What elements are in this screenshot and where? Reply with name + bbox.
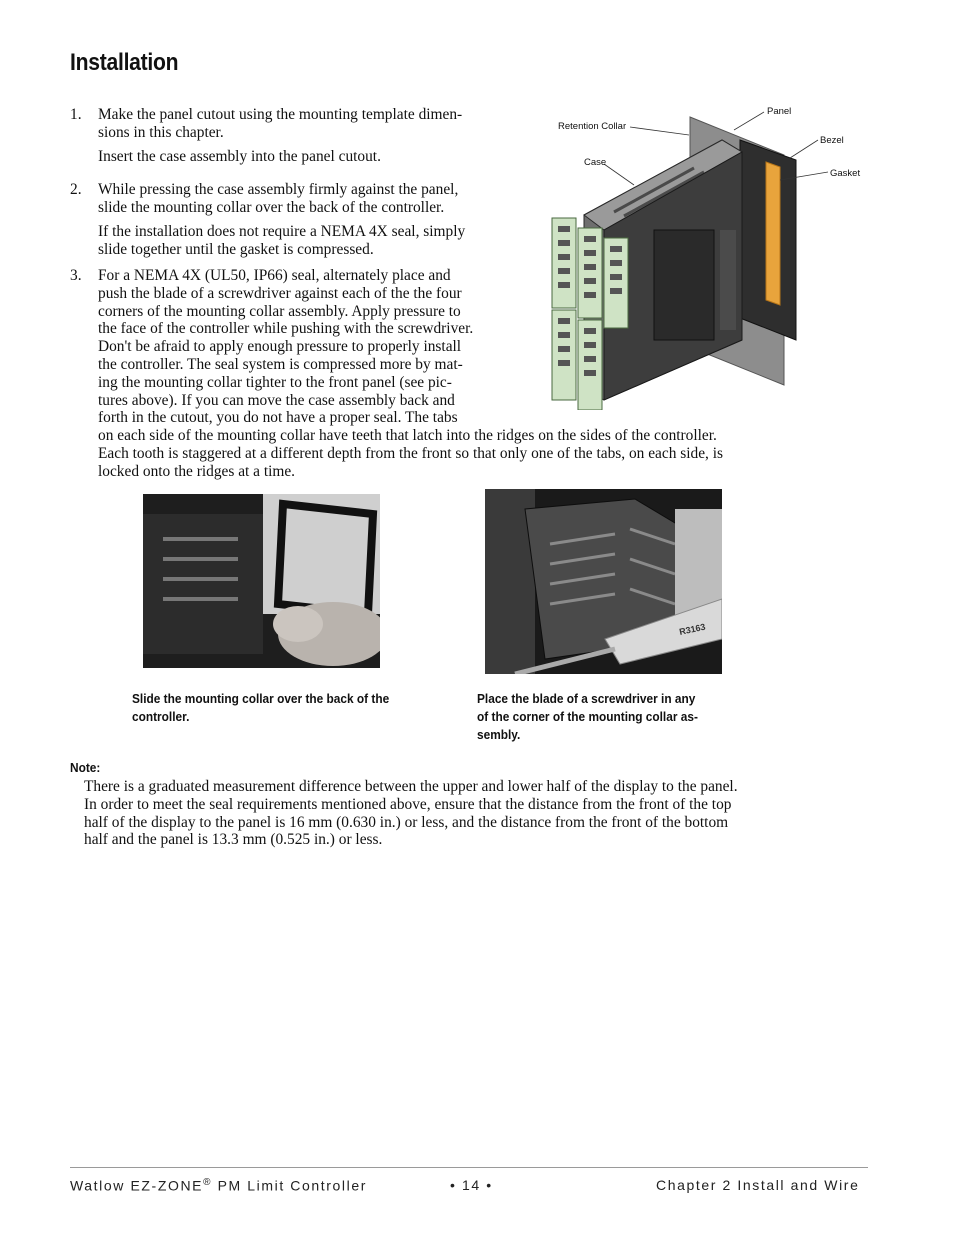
step-1-text <box>98 106 462 142</box>
text-line: slide together until the gasket is compressed. <box>98 240 374 258</box>
page-title: Installation <box>70 49 179 76</box>
text-line: For a NEMA 4X (UL50, IP66) seal, alternately place and <box>98 267 451 284</box>
text-line: Don't be afraid to apply enough pressure to properly install <box>98 338 462 356</box>
step-1-number: 1. <box>70 106 82 123</box>
text-line: half of the display to the panel is 16 mm (0.630 in.) or less, and the distance from the front of the bottom <box>84 813 729 831</box>
caption-line: Slide the mounting collar over the back of the <box>132 691 390 706</box>
text-line: corners of the mounting collar assembly. Apply pressure to <box>98 302 461 320</box>
step-3-number: 3. <box>70 267 82 284</box>
step-1-subtext: Insert the case assembly into the panel cutout. <box>98 148 381 165</box>
page-number: • 14 • <box>450 1177 493 1193</box>
photo-collar-slide <box>143 494 380 668</box>
label-bezel: Bezel <box>820 135 844 146</box>
note-label: Note: <box>70 760 101 775</box>
screwdriver-label: R3163 <box>678 621 707 637</box>
step-2-number: 2. <box>70 181 82 198</box>
text-line: There is a graduated measurement difference between the upper and lower half of the display to the panel. <box>84 778 738 795</box>
label-gasket: Gasket <box>830 168 861 179</box>
text-line: slide the mounting collar over the back of the controller. <box>98 198 445 216</box>
photo-screwdriver <box>485 489 722 674</box>
caption-line: sembly. <box>477 727 521 742</box>
text-line: push the blade of a screwdriver against each of the the four <box>98 284 462 302</box>
label-panel: Panel <box>767 106 792 117</box>
text-line: tures above). If you can move the case assembly back and <box>98 391 455 409</box>
footer-chapter: Chapter 2 Install and Wire <box>656 1177 860 1193</box>
text-line: While pressing the case assembly firmly against the panel, <box>98 181 459 198</box>
label-retention-collar: Retention Collar <box>558 121 627 132</box>
text-line: locked onto the ridges at a time. <box>98 462 296 480</box>
text-line: sions in this chapter. <box>98 123 224 141</box>
footer-product-name: PM Limit Controller <box>212 1177 367 1194</box>
footer-brand: Watlow EZ-ZONE <box>70 1177 204 1194</box>
footer-divider <box>70 1167 868 1168</box>
text-line: ing the mounting collar tighter to the front panel (see pic- <box>98 373 452 391</box>
text-line: forth in the cutout, you do not have a proper seal. The tabs <box>98 409 458 427</box>
controller-assembly-diagram <box>544 100 869 410</box>
photo-right-caption <box>477 690 698 744</box>
text-line: half and the panel is 13.3 mm (0.525 in.) or less. <box>84 831 383 849</box>
step-2-text <box>98 181 458 217</box>
text-line: on each side of the mounting collar have teeth that latch into the ridges on the sides of the controller. <box>98 427 717 445</box>
caption-line: Place the blade of a screwdriver in any <box>477 691 696 706</box>
note-text <box>84 778 884 849</box>
footer-product <box>70 1177 367 1194</box>
step-2-subtext <box>98 223 465 259</box>
caption-line: controller. <box>132 709 190 724</box>
text-line: Make the panel cutout using the mounting template dimen- <box>98 106 463 123</box>
text-line: In order to meet the seal requirements mentioned above, ensure that the distance from the front of the top <box>84 795 732 813</box>
registered-mark: ® <box>203 1177 213 1188</box>
photo-left-caption <box>132 690 389 726</box>
text-line: the face of the controller while pushing with the screwdriver. <box>98 320 474 338</box>
caption-line: of the corner of the mounting collar as- <box>477 709 698 724</box>
label-case: Case <box>584 157 607 168</box>
text-line: the controller. The seal system is compressed more by mat- <box>98 355 463 373</box>
text-line: Each tooth is staggered at a different depth from the front so that only one of the tabs, on each side, is <box>98 444 723 462</box>
text-line: If the installation does not require a NEMA 4X seal, simply <box>98 223 466 240</box>
